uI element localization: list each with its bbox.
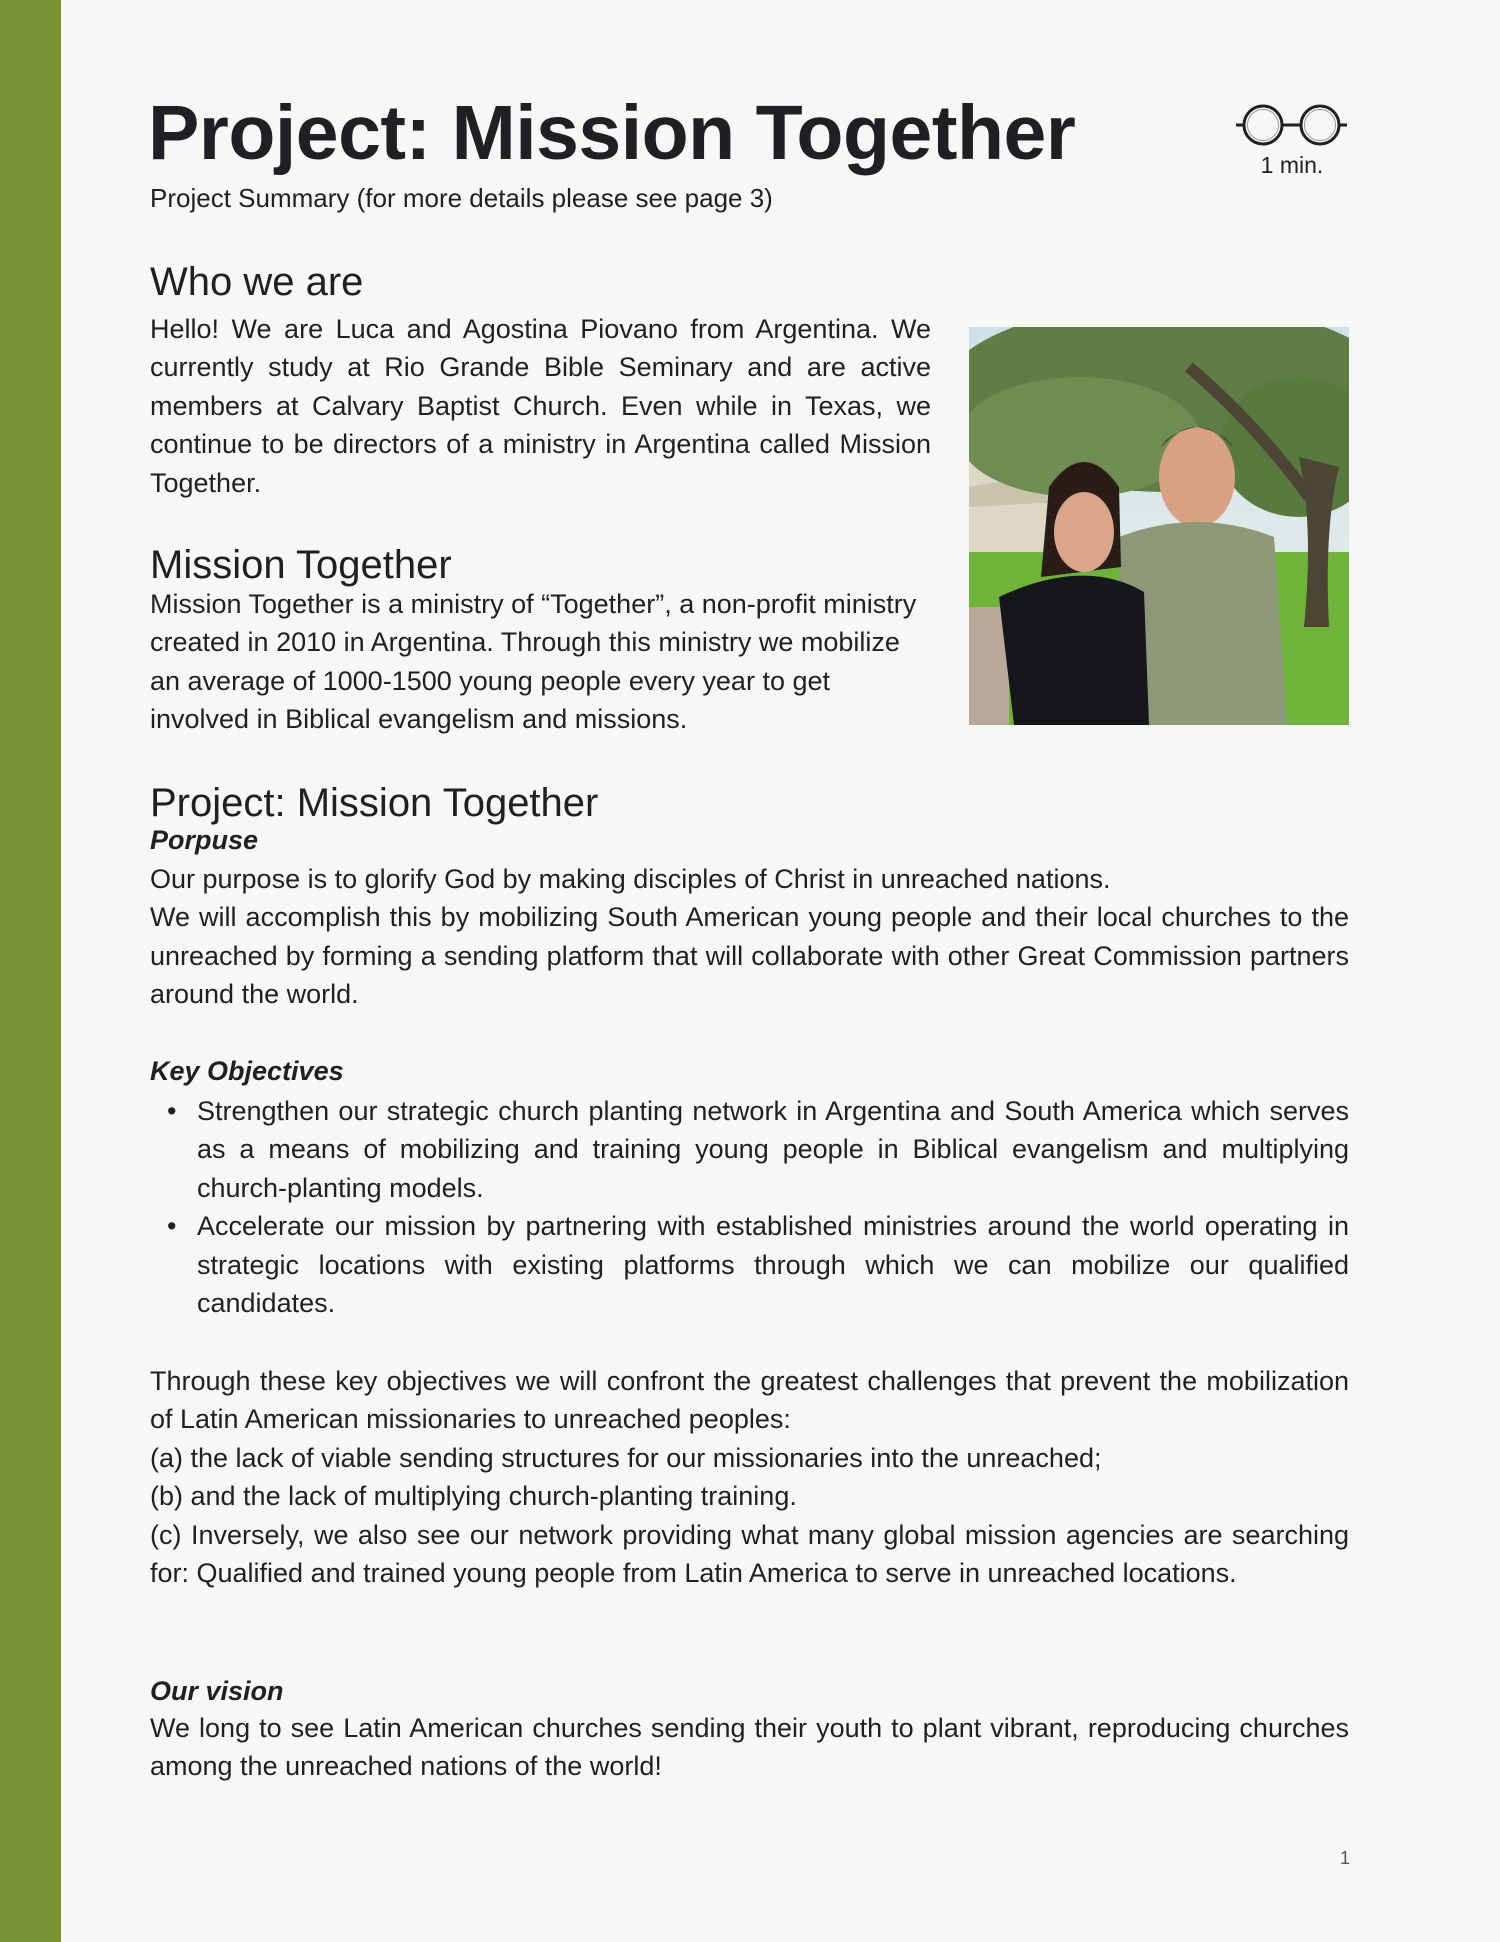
section-heading-mission-together: Mission Together: [150, 543, 452, 587]
challenge-line: (c) Inversely, we also see our network providing what many global mission agencies are searching for: Qualified and trained young people from Latin America to serve in unreached locations.: [150, 1519, 1349, 1589]
purpose-text: [150, 860, 1349, 1014]
page-title: Project: Mission Together: [148, 90, 1076, 176]
page-subtitle: Project Summary (for more details please see page 3): [150, 183, 773, 213]
purpose-label: Porpuse: [150, 825, 259, 855]
reading-time: 1 min.: [1260, 152, 1324, 178]
key-objectives-list: [150, 1092, 1349, 1322]
bullet-icon: •: [167, 1096, 177, 1126]
section-heading-who-we-are: Who we are: [150, 260, 364, 304]
challenge-line: (b) and the lack of multiplying church-planting training.: [150, 1481, 797, 1512]
challenge-line: Through these key objectives we will confront the greatest challenges that prevent the mobilization of Latin American missionaries to unreached peoples:: [150, 1366, 1349, 1435]
glasses-icon: [1234, 102, 1349, 148]
bullet-icon: •: [167, 1211, 177, 1242]
list-item: • Accelerate our mission by partnering with established ministries around the world operating in strategic locations with existing platforms through which we can mobilize our qualified candidates.: [150, 1207, 1349, 1322]
purpose-line: Our purpose is to glorify God by making disciples of Christ in unreached nations.: [150, 864, 1111, 894]
couple-photo: [969, 327, 1349, 725]
challenges-text: [150, 1362, 1349, 1592]
section-heading-project: Project: Mission Together: [150, 781, 599, 825]
purpose-line: We will accomplish this by mobilizing South American young people and their local churches to the unreached by forming a sending platform that will collaborate with other Great Commission partners around the world.: [150, 902, 1349, 1010]
challenge-line: (a) the lack of viable sending structures for our missionaries into the unreached;: [150, 1442, 1102, 1473]
key-objectives-label: Key Objectives: [150, 1056, 344, 1086]
mission-together-text: Mission Together is a ministry of “Together”, a non-profit ministry created in 2010 in Argentina. Through this ministry we mobilize an average of 1000-1500 young people every year to get involved in Biblical evangelism and missions.: [150, 589, 917, 735]
vision-text: We long to see Latin American churches sending their youth to plant vibrant, reproducing churches among the unreached nations of the world!: [150, 1713, 1349, 1782]
accent-sidebar-bar: [0, 0, 61, 1942]
list-item: • Strengthen our strategic church planting network in Argentina and South America which serves as a means of mobilizing and training young people in Biblical evangelism and multiplying church-planting models.: [150, 1092, 1349, 1207]
page-number: 1: [1339, 1848, 1350, 1868]
who-we-are-text: Hello! We are Luca and Agostina Piovano from Argentina. We currently study at Rio Grande Bible Seminary and are active members at Calvary Baptist Church. Even while in Texas, we continue to be directors of a ministry in Argentina called Mission Together.: [150, 314, 931, 498]
vision-label: Our vision: [150, 1676, 284, 1706]
